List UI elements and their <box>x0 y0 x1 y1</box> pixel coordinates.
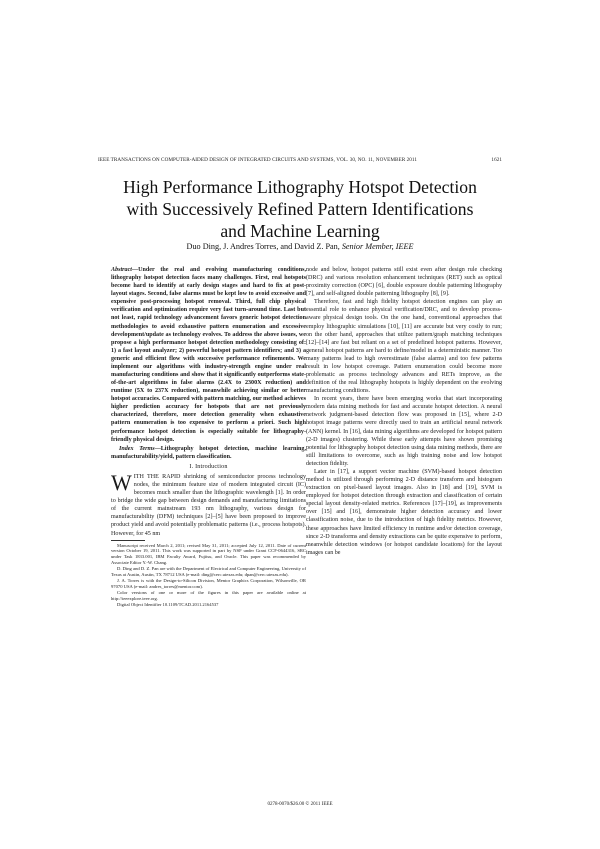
dropcap-letter: W <box>111 469 132 495</box>
intro-paragraph-text: ITH THE RAPID shrinking of semiconductor process technology nodes, the minimum feature size of modern integrated circuit (IC) becomes much smaller than the lithographic wavelength [1]. In order to bridge the wide gap between design demands and manufacturing limitations of the current mainstream 193 nm lithography, various design for manufacturability (DFM) techniques [2]–[5] have been proposed to improve product yield and avoid potentially problematic patterns (i.e., process hotspots). However, for 45 nm <box>111 473 306 537</box>
footnote-received: Manuscript received March 2, 2011; revised May 31, 2011; accepted July 12, 2011. Date of current version October 19, 2011. This work was supported in part by NSF under Grant CCF-0644316, SRC under Task 1833.001, IBM Faculty Award, Fujitsu, and Oracle. This paper was recommended by Associate Editor Y.-W. Chang. <box>111 542 306 566</box>
left-column <box>111 266 306 608</box>
body-paragraph: Therefore, fast and high fidelity hotspot detection engines can play an essential role to enhance physical verification/DRC, and to develop process-aware physical design tools. On the one hand, conventional approaches that employ lithographic simulations [10], [11] are accurate but very costly to run; on the other hand, approaches that utilize pattern/graph matching techniques [12]–[14] are fast but reliant on a set of predefined hotspot patterns. However, general hotspot patterns are hard to define/model in a deterministic manner. Too many patterns lead to high overestimate (false alarms) and too few patterns result in low hotspot coverage. Pattern enumeration could become more problematic as process technology advances and RETs improve, as the definition of the real lithography hotspots is highly dependent on the evolving manufacturing conditions. <box>306 299 502 395</box>
footnote-rule <box>111 540 145 541</box>
footnote-color-note: Color versions of one or more of the figures in this paper are available online at http://ieeexplore.ieee.org. <box>111 589 306 601</box>
journal-name: IEEE TRANSACTIONS ON COMPUTER-AIDED DESIGN OF INTEGRATED CIRCUITS AND SYSTEMS, VOL. 30, NO. 11, NOVEMBER 2011 <box>98 157 418 163</box>
title-line-2: with Successively Refined Pattern Identifications <box>126 199 474 219</box>
footnote-affiliation-1: D. Ding and D. Z. Pan are with the Department of Electrical and Computer Engineering, University of Texas at Austin, Austin, TX 78712 USA (e-mail: ding@cerc.utexas.edu; dpan@cerc.utexas.edu). <box>111 566 306 578</box>
footnote <box>111 543 306 608</box>
footnote-affiliation-2: J. A. Torres is with the Design-to-Silicon Division, Mentor Graphics Corporation, Wilsonville, OR 97070 USA (e-mail: andres_torres@mentor.com). <box>111 578 306 589</box>
abstract-label: Abstract <box>111 267 132 273</box>
intro-paragraph <box>111 469 306 538</box>
footnote-doi: Digital Object Identifier 10.1109/TCAD.2011.2164537 <box>117 601 219 607</box>
abstract-text: —Under the real and evolving manufacturing conditions, lithography hotspot detection faces many challenges. First, real hotspots become hard to identify at early design stages and hard to fix at post-layout stages. Second, false alarms must be kept low to avoid excessive and expensive post-processing hotspot removal. Third, full chip physical verification and optimization require very fast turn-around time. Last but not least, rapid technology advancement favors generic hotspot detection methodologies to avoid exhaustive pattern enumeration and excessive development/update as technology evolves. To address the above issues, we propose a high performance hotspot detection methodology consisting of: 1) a fast layout analyzer; 2) powerful hotspot pattern identifiers; and 3) a generic and efficient flow with successive performance refinements. We implement our algorithms with industry-strength engine under real manufacturing conditions and show that it significantly outperforms state-of-the-art algorithms in false alarms (2.4X to 2300X reduction) and runtime (5X to 237X reduction), meanwhile achieving similar or better hotspot accuracies. Compared with pattern matching, our method achieves higher prediction accuracy for hotspots that are not previously characterized, therefore, more detection generality when exhaustive pattern enumeration is too expensive to perform a priori. Such high performance hotspot detection is especially suitable for lithography-friendly physical design. <box>111 267 306 443</box>
index-terms <box>111 445 306 461</box>
body-paragraph: In recent years, there have been emerging works that start incorporating modern data mining methods for fast and accurate hotspot detection. A neural network judgment-based detection flow was proposed in [15], where 2-D hotspot image patterns were directly used to train an artificial neural network (ANN) kernel. In [16], data mining algorithms are developed for hotspot pattern (2-D images) clustering. While these early attempts have shown promising potential for lithography hotspot detection using data mining methods, there are still limitations to overcome, such as high training noise and low hotspot detection fidelity. <box>306 396 502 467</box>
right-column <box>306 266 502 557</box>
authors <box>90 242 510 251</box>
author-names: Duo Ding, J. Andres Torres, and David Z. Pan, <box>186 242 342 251</box>
copyright-line: 0278-0070/$26.00 © 2011 IEEE <box>267 802 333 807</box>
index-terms-text: —Lithography hotspot detection, machine learning, manufacturability/yield, pattern classification. <box>111 445 307 460</box>
section-heading-introduction: I. Introduction <box>189 463 228 470</box>
author-title: Senior Member, IEEE <box>341 242 414 251</box>
body-paragraph: Later in [17], a support vector machine (SVM)-based hotspot detection method is utilized through performing 2-D distance transform and histogram extraction on pixel-based layout images. Also in [18] and [19], SVM is employed for hotspot detection through extraction and classification of certain special layout density-related metrics. References [17]–[19], as improvements over [15] and [16], demonstrate higher detection accuracy and lower classification noise, due to the introduction of high fidelity metrics. However, these approaches have limited efficiency in runtime and/or detection coverage, since 2-D transforms and density extractions can be quite expensive to perform, meanwhile detection windows (or hotspot candidate locations) for the layout images can be <box>306 468 502 556</box>
index-terms-label: Index Terms <box>119 445 155 452</box>
title-line-3: and Machine Learning <box>220 221 380 241</box>
abstract <box>111 266 306 444</box>
page-number: 1621 <box>491 157 502 163</box>
paper-title <box>90 176 510 242</box>
body-paragraph-continued: node and below, hotspot patterns still exist even after design rule checking (DRC) and various resolution enhancement techniques (RET) such as optical proximity correction (OPC) [6], double exposure double patterning lithography [7], and self-aligned double patterning lithography [8], [9]. <box>306 267 502 298</box>
title-line-1: High Performance Lithography Hotspot Detection <box>123 177 477 197</box>
